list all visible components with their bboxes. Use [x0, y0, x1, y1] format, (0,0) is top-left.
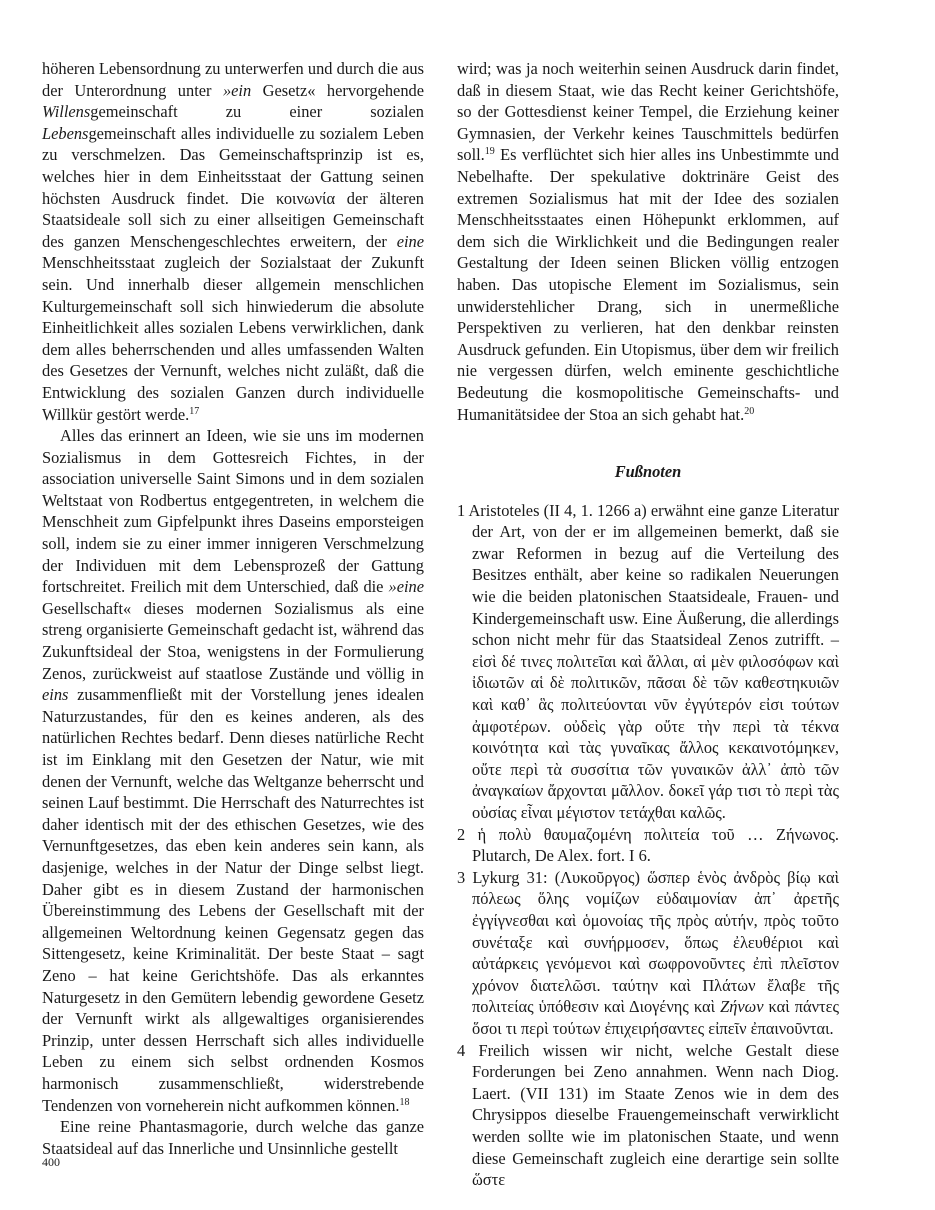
footnote-reference[interactable]: 17	[189, 405, 200, 417]
footnote-reference[interactable]: 18	[399, 1096, 410, 1108]
footnotes-list	[457, 500, 839, 1191]
emphasis-text: »ein	[222, 80, 252, 100]
body-paragraph	[457, 58, 839, 425]
page-number: 400	[42, 1155, 60, 1169]
emphasis-text: Lebens	[42, 123, 89, 143]
text-run: 4 Freilich wissen wir nicht, welche Gestalt diese Forderungen bei Zeno annahmen. Wenn nach Diog. Laert. (VII 131) im Staate Zenos wie in dem des Chrysippos dieselbe Frauengemeinschaft verwirklicht werden sollte wie im platonischen Staate, und wenn diese Gemeinschaft zugleich eine derartige sein sollte ὥστε	[457, 1040, 839, 1190]
text-run: gemeinschaft zu einer sozialen	[90, 102, 424, 122]
text-run: höheren Lebensordnung zu unterwerfen und durch die aus der Unterordnung unter	[42, 59, 424, 100]
text-run: zusammenfließt mit der Vorstellung jenes idealen Naturzustandes, für den es keines anderen, als des natürlichen Rechtes bedarf. Denn dieses natürliche Recht ist im Einklang mit den Gesetzen der Natur, wie mit denen der Vernunft, welche das Weltganze beherrscht und seinen Lauf bestimmt. Die Herrschaft des Naturrechtes ist daher identisch mit der des ethischen Gesetzes, wie des Vernunftgesetzes, das eben kein anderes sein kann, als dasjenige, welches in der Natur der Dinge selbst liegt. Daher gibt es in diesem Zustand der harmonischen Übereinstimmung des Lebens der Gesellschaft mit der allgemeinen Weltordnung keinen Gegensatz gegen das Sittengesetz, keine Kriminalität. Der beste Staat – sagt Zeno – hat keine Gerichtshöfe. Das als erkanntes Naturgesetz in den Gemütern lebendig gewordene Gesetz der Vernunft wirkt als allgewaltiges organisierendes Prinzip, unter dessen Herrschaft sich alles individuelle Leben zu einem sich selbst ordnenden Kosmos harmonisch zusammenschließt, widerstrebende Tendenzen von vorneherein nicht aufkommen können.	[42, 685, 424, 1115]
text-run: Menschheitsstaat zugleich der Sozialstaat der Zukunft sein. Und innerhalb dieser allgemein menschlichen Kulturgemeinschaft soll sich hinwiederum die absolute Einheitlichkeit alles sozialen Lebens verwirklichen, dank dem alles beherrschenden und alles umfassenden Walten des Gesetzes der Vernunft, welches nicht zuläßt, daß die Entwicklung des sozialen Ganzen durch individuelle Willkür gestört werde.	[42, 253, 424, 424]
text-run: Gesetz« hervorgehende	[251, 80, 424, 100]
emphasis-text: eine	[396, 231, 424, 251]
emphasis-text: Ζήνων	[720, 997, 764, 1017]
text-run: Eine reine Phantasmagorie, durch welche das ganze Staatsideal auf das Innerliche und Unsinnliche gestellt	[42, 1117, 424, 1158]
footnote-item	[457, 500, 839, 824]
text-run: 2 ἡ πολὺ θαυμαζομένη πολιτεία τοῦ … Ζήνωνος. Plutarch, De Alex. fort. I 6.	[457, 824, 839, 866]
footnote-item	[457, 824, 839, 867]
text-run: Gesellschaft« dieses modernen Sozialismus als eine streng organisierte Gemeinschaft gedacht ist, während das Zukunftsideal der Stoa, wenigstens in der Formulierung Zenos, zurückweist auf staatlose Zustände und völlig in	[42, 598, 424, 683]
footnote-item	[457, 1040, 839, 1191]
body-paragraph	[42, 58, 424, 425]
text-run: wird; was ja noch weiterhin seinen Ausdruck darin findet, daß in diesem Staat, wie das Recht keiner Gerichtshöfe, so der Gottesdienst keiner Tempel, die Erziehung keiner Gymnasien, der Verkehr keines Tauschmittels bedürfen soll.	[457, 59, 839, 165]
emphasis-text: Willens	[42, 102, 91, 122]
footnote-reference[interactable]: 19	[484, 146, 495, 158]
footnote-reference[interactable]: 20	[744, 405, 755, 417]
footnotes-heading: Fußnoten	[614, 462, 682, 482]
left-column	[42, 58, 424, 1159]
text-run: 3 Lykurg 31: (Λυκοῦργος) ὥσπερ ἑνὸς ἀνδρὸς βίῳ καὶ πόλεως ὅλης νομίζων εὐδαιμονίαν ἀπ᾽ ἀρετῆς ἐγγίγνεσθαι καὶ ὁμονοίας τῆς πρὸς αὑτήν, πρὸς τοῦτο συνέταξε καὶ συνήρμοσεν, ὅπως ἐλευθέριοι καὶ αὐτάρκεις γενόμενοι καὶ σωφρονοῦντες ἐπὶ πλεῖστον χρόνον διατελῶσι. ταύτην καὶ Πλάτων ἔλαβε τῆς πολιτείας ὑπόθεσιν καὶ Διογένης καὶ	[457, 867, 839, 1017]
text-run: gemeinschaft alles individuelle zu sozialem Leben zu verschmelzen. Das Gemeinschaftsprinzip ist es, welches hier in dem Einheitsstaat der Gattung seinen höchsten Ausdruck findet. Die κοινωνία der älteren Staatsideale soll sich zu einer allseitigen Gemeinschaft des ganzen Menschengeschlechtes erweitern, der	[42, 123, 424, 251]
footnote-item	[457, 867, 839, 1040]
body-paragraph	[42, 425, 424, 1116]
emphasis-text: »eine	[388, 577, 424, 597]
text-run: Es verflüchtet sich hier alles ins Unbestimmte und Nebelhafte. Der spekulative doktrinäre Geist des extremen Sozialismus hat mit der Idee des sozialen Menschheitsstaates einen Höhepunkt erklommen, auf dem sich die Wirklichkeit und die Bedingungen realer Gestaltung der Ideen seinen Blicken völlig entzogen haben. Das utopische Element im Sozialismus, sein unwiderstehlicher Drang, sich in unermeßliche Perspektiven zu verlieren, hat den denkbar reinsten Ausdruck gefunden. Ein Utopismus, über dem wir freilich nie vergessen dürfen, welch eminente geschichtliche Bedeutung die kosmopolitische Gemeinschafts- und Humanitätsidee der Stoa an sich gehabt hat.	[457, 145, 839, 424]
main-text-continuation	[457, 58, 839, 425]
text-run: Alles das erinnert an Ideen, wie sie uns im modernen Sozialismus in dem Gottesreich Fichtes, in der association universelle Saint Simons und in dem sozialen Weltstaat von Rodbertus entgegentreten, in welchem die Menschheit zum Gipfelpunkt ihres Daseins emporsteigen soll, indem sie zu einer immer innigeren Verschmelzung der Individuen mit dem Lebensprozeß der Gattung fortschreitet. Freilich mit dem Unterschied, daß die	[42, 426, 424, 597]
text-run: καὶ πάντες ὅσοι τι περὶ τούτων ἐπιχειρήσαντες εἰπεῖν ἐπαινοῦνται.	[472, 997, 839, 1038]
emphasis-text: eins	[42, 685, 69, 705]
text-run: 1 Aristoteles (II 4, 1. 1266 a) erwähnt eine ganze Literatur der Art, von der er im allgemeinen bemerkt, daß sie zwar Reformen in bezug auf die Verteilung des Besitzes enthält, aber keine so radikalen Neuerungen wie die beiden platonischen Staatsideale, Frauen- und Kindergemeinschaft usw. Eine Äußerung, die allerdings schon nicht mehr für das Staatsideal Zenos zutrifft. – εἰσὶ δέ τινες πολιτεῖαι καὶ ἄλλαι, αἱ μὲν φιλοσόφων καὶ ἰδιωτῶν αἱ δὲ πολιτικῶν, πᾶσαι δὲ τῶν καθεστηκυιῶν καὶ καθ᾽ ἃς πολιτεύονται νῦν ἐγγύτερόν εἰσι τούτων ἀμφοτέρων. οὐδεὶς γὰρ οὔτε τὴν περὶ τὰ τέκνα κοινότητα καὶ τὰς γυναῖκας ἄλλος κεκαινοτόμηκεν, οὔτε περὶ τὰ συσσίτια τῶν γυναικῶν ἀλλ᾽ ἀπὸ τῶν ἀναγκαίων ἄρχονται μᾶλλον. δοκεῖ γάρ τισι τὸ περὶ τὰς οὐσίας εἶναι μέγιστον τετάχθαι καλῶς.	[457, 500, 839, 822]
right-column	[457, 58, 839, 1191]
body-paragraph	[42, 1116, 424, 1159]
